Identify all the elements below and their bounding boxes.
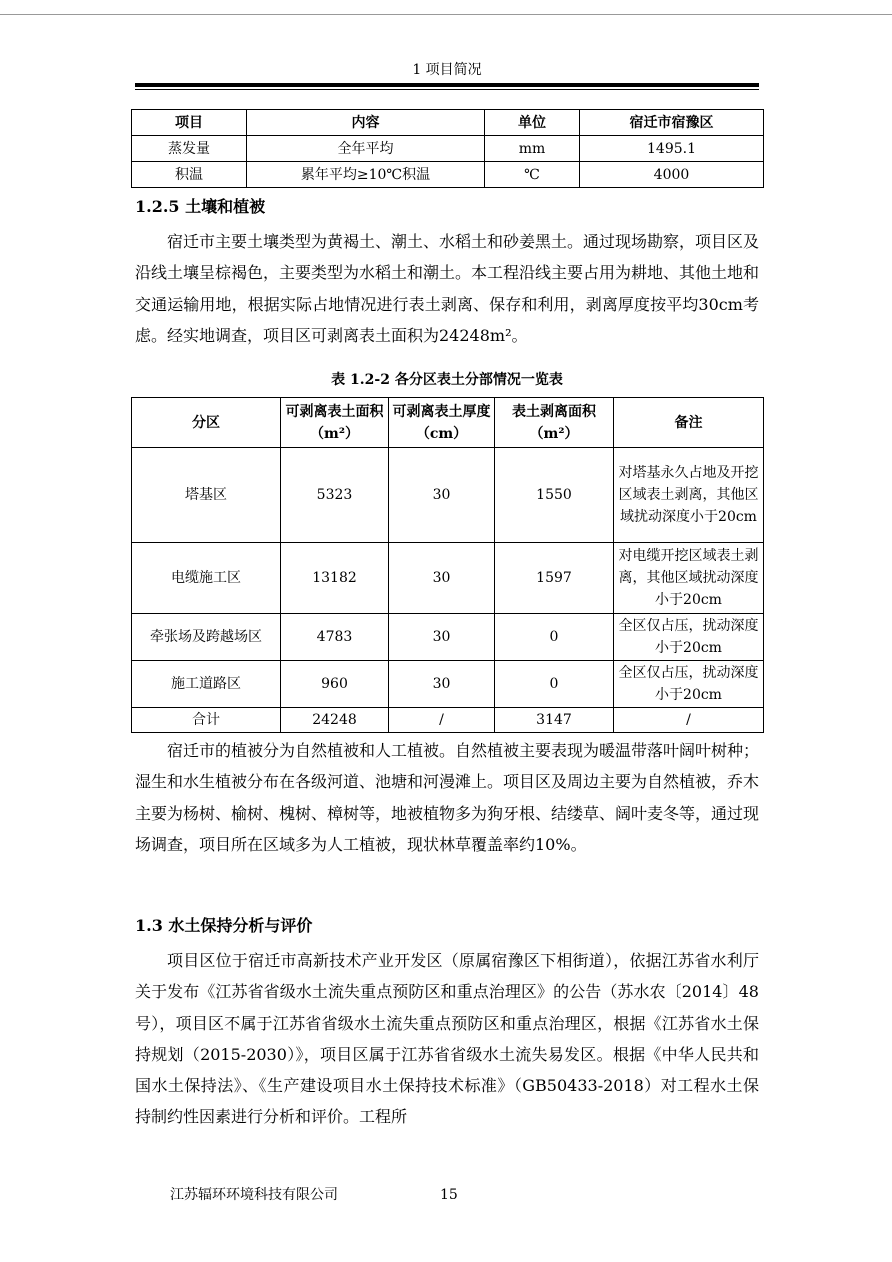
table-cell: 积温 — [132, 162, 247, 188]
table-header-cell: 表土剥离面积（m²） — [495, 398, 614, 448]
climate-table — [131, 109, 764, 188]
table-cell: 全区仅占压，扰动深度小于20cm — [614, 614, 764, 661]
table-header-cell: 分区 — [132, 398, 281, 448]
table-cell: 1597 — [495, 543, 614, 614]
table-cell: 30 — [389, 448, 495, 543]
table-header-cell: 单位 — [485, 110, 580, 136]
table-row — [132, 543, 764, 614]
table-cell: 全区仅占压，扰动深度小于20cm — [614, 661, 764, 708]
footer-page-number: 15 — [440, 1187, 458, 1203]
table-cell: mm — [485, 136, 580, 162]
table-cell: 30 — [389, 543, 495, 614]
header-rule-thin — [135, 89, 759, 90]
table-cell: 全年平均 — [247, 136, 485, 162]
table-row — [132, 136, 764, 162]
table-cell: 960 — [281, 661, 389, 708]
section-heading-1-2-5: 1.2.5 土壤和植被 — [135, 197, 266, 216]
soil-paragraph: 宿迁市主要土壤类型为黄褐土、潮土、水稻土和砂姜黑土。通过现场勘察，项目区及沿线土壤呈棕褐色，主要类型为水稻土和潮土。本工程沿线主要占用为耕地、其他土地和交通运输用地，根据实际占地情况进行表土剥离、保存和利用，剥离厚度按平均30cm考虑。经实地调查，项目区可剥离表土面积为24248m²。 — [135, 232, 760, 345]
table-cell: 牵张场及跨越场区 — [132, 614, 281, 661]
table-cell: 累年平均≥10℃积温 — [247, 162, 485, 188]
vegetation-paragraph: 宿迁市的植被分为自然植被和人工植被。自然植被主要表现为暖温带落叶阔叶树种；湿生和水生植被分布在各级河道、池塘和河漫滩上。项目区及周边主要为自然植被，乔木主要为杨树、榆树、槐树、樟树等，地被植物多为狗牙根、结缕草、阔叶麦冬等，通过现场调查，项目所在区域多为人工植被，现状林草覆盖率约10%。 — [135, 741, 760, 854]
table-total-row — [132, 708, 764, 733]
table-cell: ℃ — [485, 162, 580, 188]
topsoil-table — [131, 397, 764, 733]
table-cell: 对塔基永久占地及开挖区域表土剥离，其他区域扰动深度小于20cm — [614, 448, 764, 543]
table-cell: 电缆施工区 — [132, 543, 281, 614]
table-row — [132, 162, 764, 188]
table-cell: 24248 — [281, 708, 389, 733]
page-top-border — [0, 14, 892, 15]
table-header-cell: 备注 — [614, 398, 764, 448]
table-header-cell: 内容 — [247, 110, 485, 136]
table-cell: 5323 — [281, 448, 389, 543]
table-cell: 30 — [389, 614, 495, 661]
table-cell: 施工道路区 — [132, 661, 281, 708]
table-cell: 0 — [495, 614, 614, 661]
table-cell: 4000 — [580, 162, 764, 188]
table-cell: / — [614, 708, 764, 733]
table-cell: / — [389, 708, 495, 733]
table-cell: 对电缆开挖区域表土剥离，其他区域扰动深度小于20cm — [614, 543, 764, 614]
table-cell: 1495.1 — [580, 136, 764, 162]
table-cell: 13182 — [281, 543, 389, 614]
table-header-row — [132, 398, 764, 448]
table-cell: 3147 — [495, 708, 614, 733]
table-header-row — [132, 110, 764, 136]
table-header-cell: 项目 — [132, 110, 247, 136]
soil-conservation-paragraph: 项目区位于宿迁市高新技术产业开发区（原属宿豫区下相街道），依据江苏省水利厅关于发布《江苏省省级水土流失重点预防区和重点治理区》的公告（苏水农〔2014〕48号），项目区不属于江苏省省级水土流失重点预防区和重点治理区，根据《江苏省水土保持规划（2015-2030）》，项目区属于江苏省省级水土流失易发区。根据《中华人民共和国水土保持法》、《生产建设项目水土保持技术标准》（GB50433-2018）对工程水土保持制约性因素进行分析和评价。工程所 — [135, 951, 759, 1127]
table-cell: 塔基区 — [132, 448, 281, 543]
header-rule-thick — [135, 83, 759, 87]
table-row — [132, 448, 764, 543]
table-header-cell: 可剥离表土面积（m²） — [281, 398, 389, 448]
page-header: 1 项目简况 — [412, 62, 482, 78]
section-heading-1-3: 1.3 水土保持分析与评价 — [135, 916, 313, 935]
table-caption: 表 1.2-2 各分区表土分部情况一览表 — [331, 372, 563, 388]
table-header-cell: 可剥离表土厚度（cm） — [389, 398, 495, 448]
table-cell: 30 — [389, 661, 495, 708]
table-cell: 合计 — [132, 708, 281, 733]
table-header-cell: 宿迁市宿豫区 — [580, 110, 764, 136]
table-row — [132, 614, 764, 661]
footer-company: 江苏辐环环境科技有限公司 — [170, 1187, 338, 1203]
table-cell: 0 — [495, 661, 614, 708]
table-cell: 1550 — [495, 448, 614, 543]
table-cell: 4783 — [281, 614, 389, 661]
table-cell: 蒸发量 — [132, 136, 247, 162]
table-row — [132, 661, 764, 708]
